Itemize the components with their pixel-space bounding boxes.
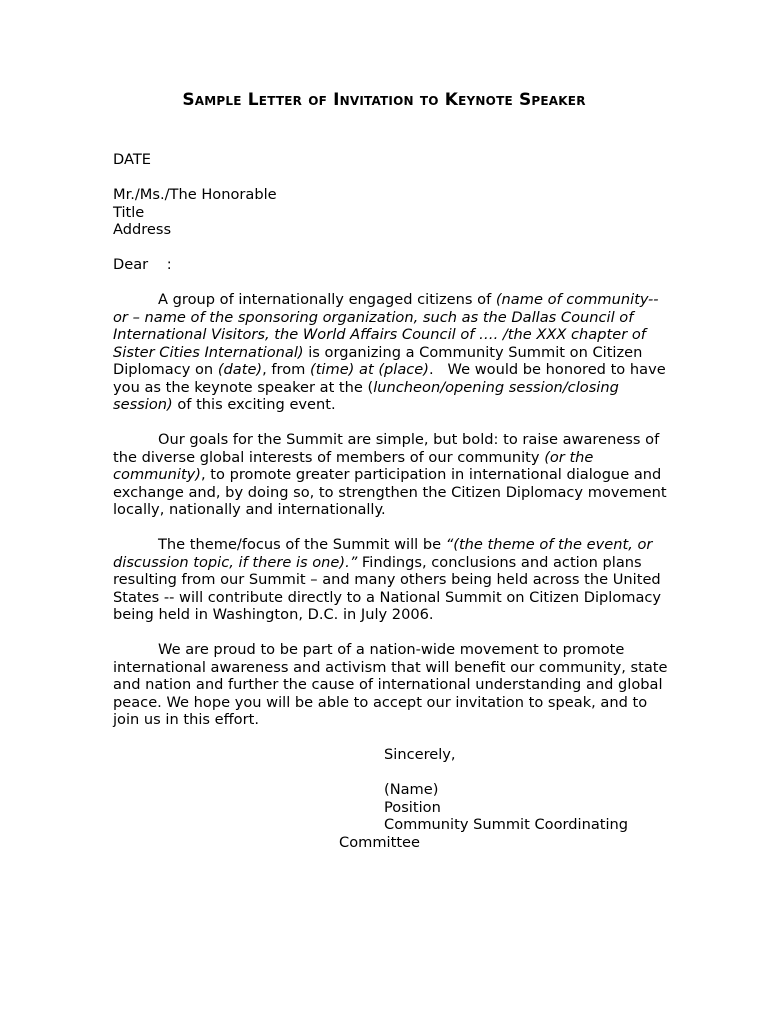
signer-committee-line1: Community Summit Coordinating [384,816,629,833]
signer-committee-line2: Committee [339,833,421,851]
closing-sincerely: Sincerely, [384,746,456,763]
recipient-name: Mr./Ms./The Honorable [113,186,277,203]
recipient-address: Address [113,221,172,238]
signer-position: Position [384,798,441,816]
letter-body [113,151,673,851]
recipient-title: Title [113,203,145,221]
paragraph-goals: Our goals for the Summit are simple, but bold: to raise awareness of the diverse global interests of members of our community (or the community), to promote greater participation in international dialogue and exchange and, by doing so, to strengthen the Citizen Diplomacy movement locally, nationally and internationally. [113,431,667,518]
paragraph-invitation: A group of internationally engaged citizens of (name of community-- or – name of the sponsoring organization, such as the Dallas Council of International Visitors, the World Affairs Council of …. /the XXX chapter of Sister Cities International) is organizing a Community Summit on Citizen Diplomacy on (date), from (time) at (place). We would be honored to have you as the keynote speaker at the (luncheon/opening session/closing session) of this exciting event. [113,291,671,413]
signer-name: (Name) [384,781,439,798]
paragraph-theme: The theme/focus of the Summit will be “(the theme of the event, or discussion topic, if there is one).” Findings, conclusions and action plans resulting from our Summit – and many others being held across the United States -- will contribute directly to a National Summit on Citizen Diplomacy being held in Washington, D.C. in July 2006. [113,536,662,623]
salutation: Dear : [113,256,172,273]
letter-date: DATE [113,151,151,168]
letter-title: Sample Letter of Invitation to Keynote Speaker [182,90,586,110]
paragraph-closing: We are proud to be part of a nation-wide movement to promote international awareness and activism that will benefit our community, state and nation and further the cause of international understanding and global peace. We hope you will be able to accept our invitation to speak, and to join us in this effort. [113,641,668,728]
